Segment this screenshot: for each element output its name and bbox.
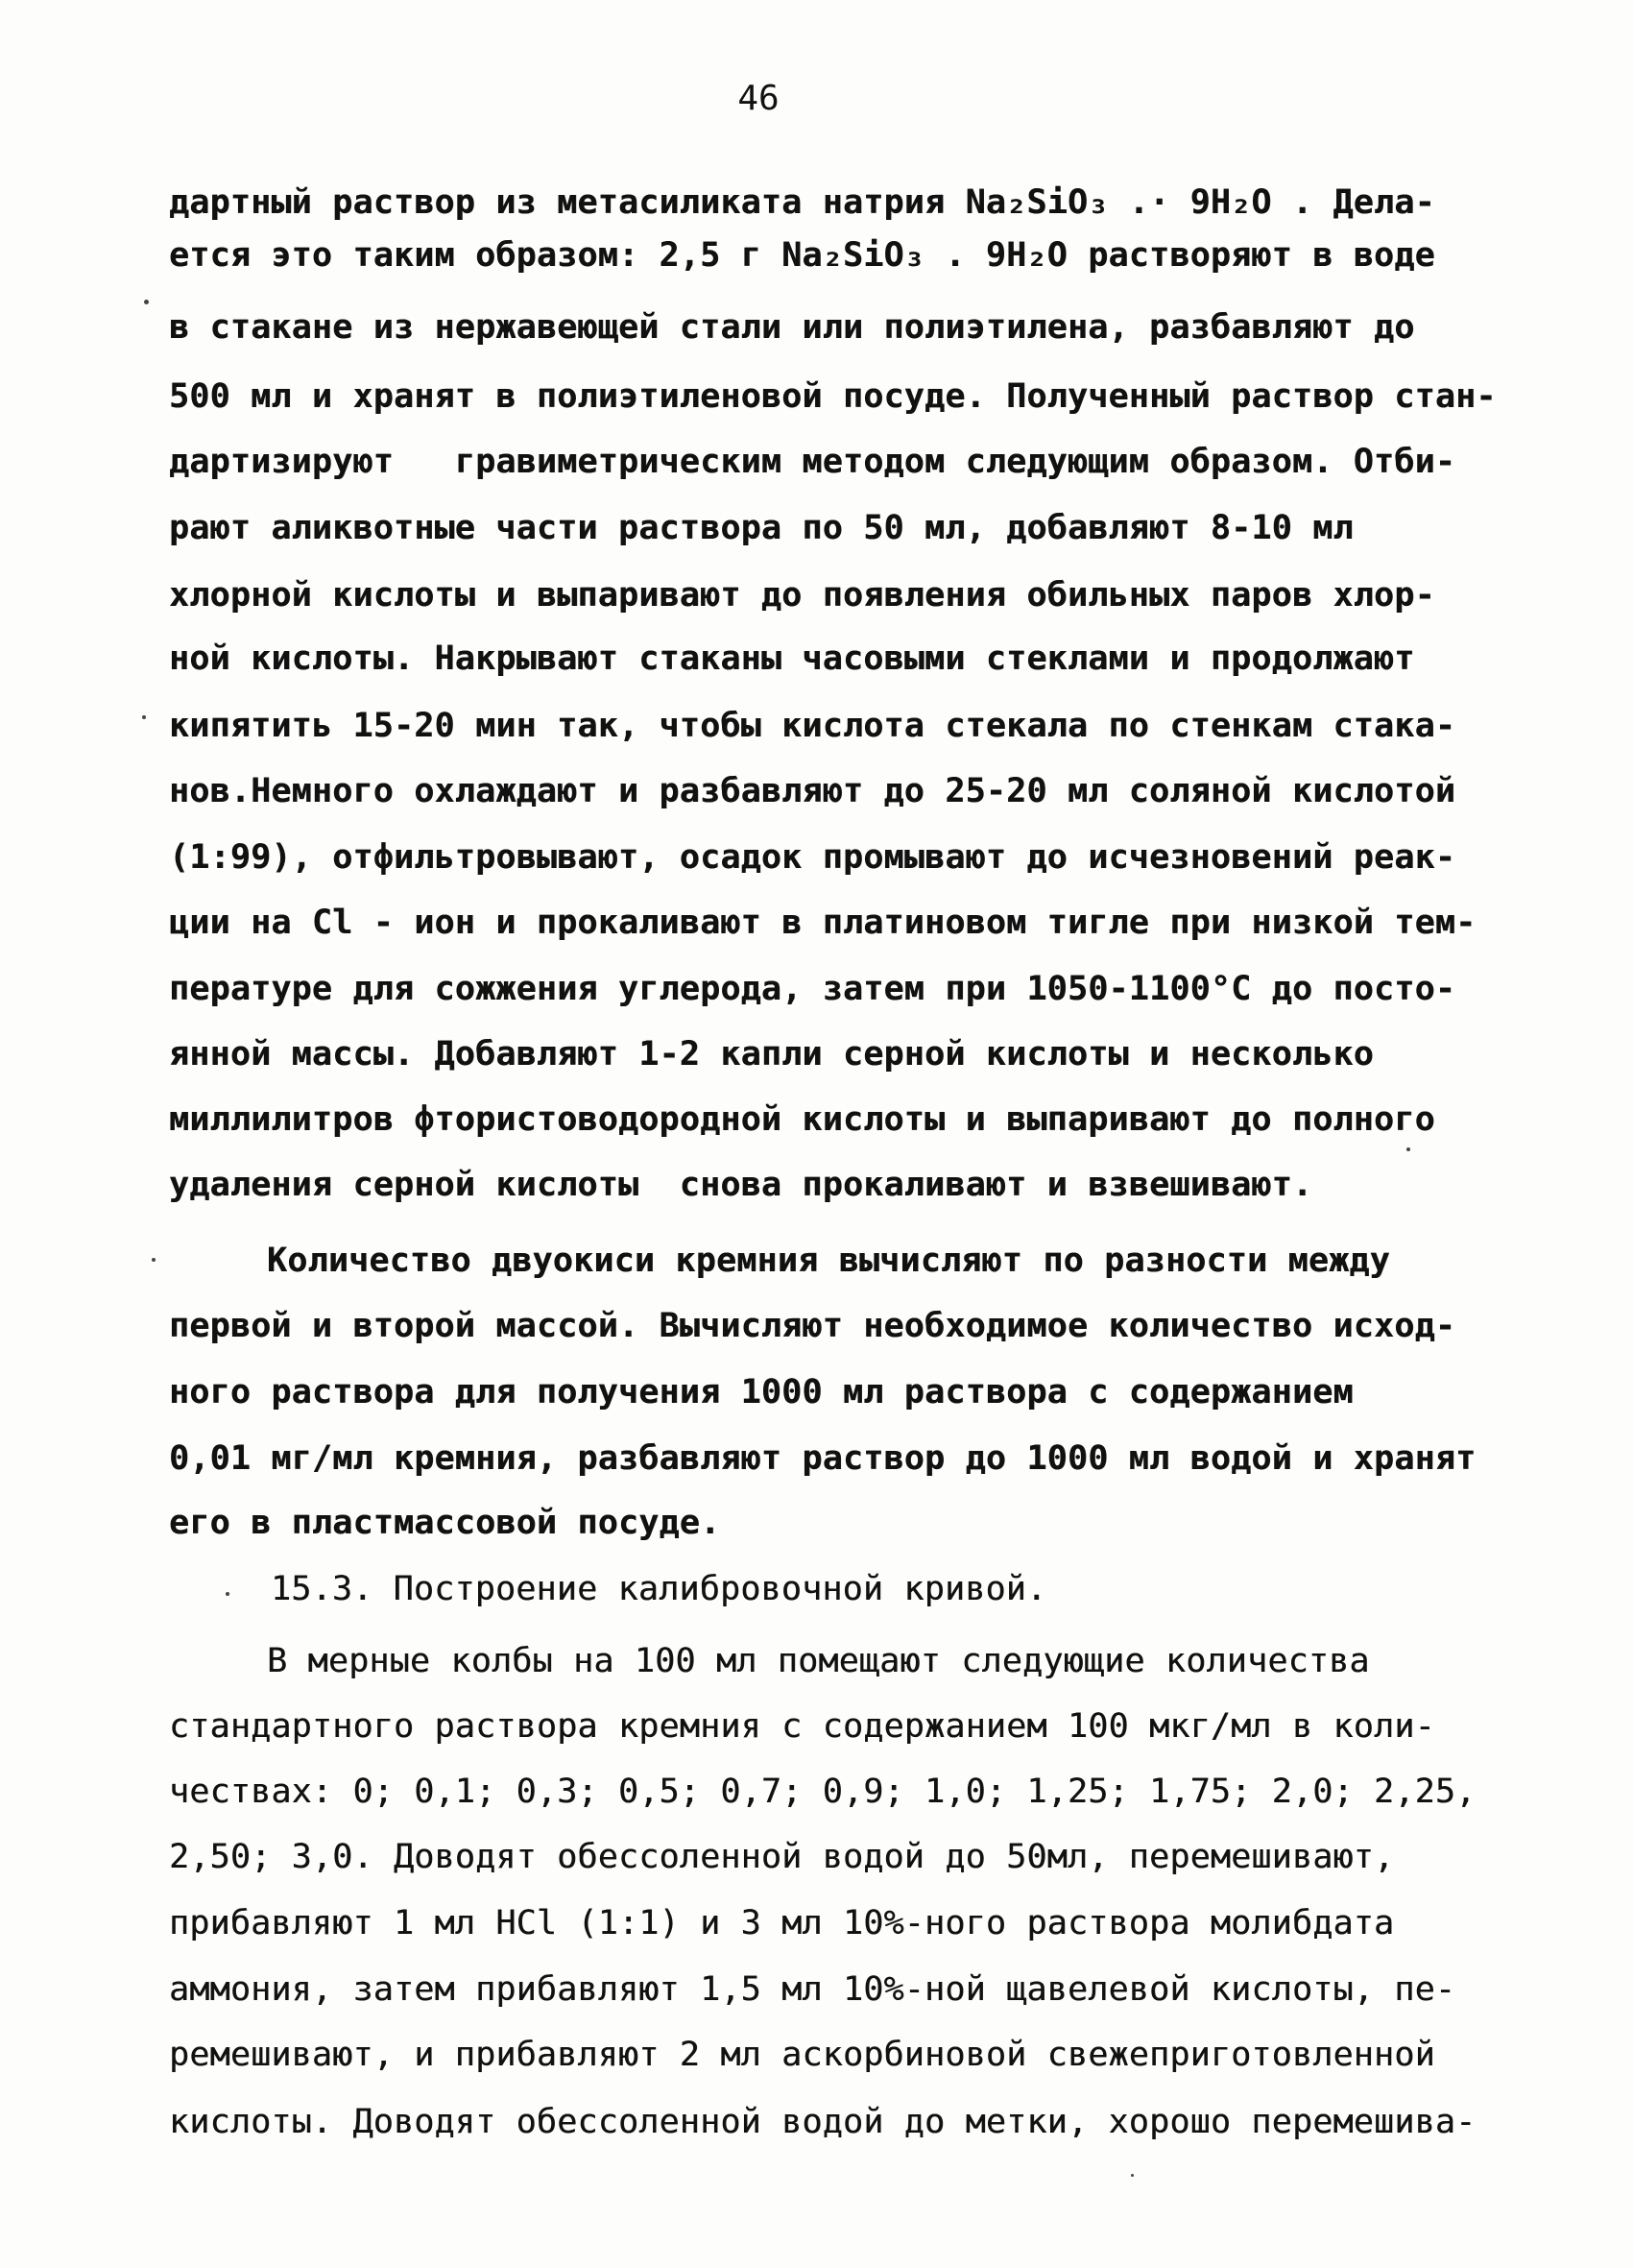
text-line: пературе для сожжения углерода, затем при 1050-1100°C до посто-: [169, 970, 1456, 1008]
text-line: 500 мл и хранят в полиэтиленовой посуде. Полученный раствор стан-: [169, 377, 1497, 416]
text-line: нов.Немного охлаждают и разбавляют до 25-20 мл соляной кислотой: [169, 772, 1456, 810]
text-line: прибавляют 1 мл HCl (1:1) и 3 мл 10%-ного раствора молибдата: [169, 1904, 1395, 1942]
text-line: ется это таким образом: 2,5 г Na₂SiO₃ . 9H₂O растворяют в воде: [169, 236, 1435, 275]
text-line: чествах: 0; 0,1; 0,3; 0,5; 0,7; 0,9; 1,0; 1,25; 1,75; 2,0; 2,25,: [169, 1773, 1477, 1811]
text-line: ции на Cl - ион и прокаливают в платиновом тигле при низкой тем-: [169, 904, 1477, 942]
text-line: кипятить 15-20 мин так, чтобы кислота стекала по стенкам стака-: [169, 707, 1456, 745]
scan-speck: [1131, 2174, 1134, 2177]
text-line: стандартного раствора кремния с содержанием 100 мкг/мл в коли-: [169, 1707, 1435, 1746]
text-line: кислоты. Доводят обессоленной водой до метки, хорошо перемешива-: [169, 2103, 1477, 2141]
text-line: первой и второй массой. Вычисляют необходимое количество исход-: [169, 1307, 1456, 1345]
section-heading: 15.3. Построение калибровочной кривой.: [271, 1570, 1047, 1608]
text-line: (1:99), отфильтровывают, осадок промывают до исчезновений реак-: [169, 838, 1456, 877]
scan-speck: [152, 1258, 156, 1262]
scan-speck: [226, 1592, 229, 1596]
text-line: Количество двуокиси кремния вычисляют по разности между: [267, 1242, 1390, 1280]
text-line: 2,50; 3,0. Доводят обессоленной водой до 50мл, перемешивают,: [169, 1838, 1395, 1876]
text-line: В мерные колбы на 100 мл помещают следующие количества: [267, 1642, 1370, 1680]
text-line: дартизируют гравиметрическим методом следующим образом. Отби-: [169, 443, 1456, 481]
text-line: 0,01 мг/мл кремния, разбавляют раствор до 1000 мл водой и хранят: [169, 1439, 1477, 1478]
text-line: хлорной кислоты и выпаривают до появления обильных паров хлор-: [169, 576, 1435, 615]
text-line: миллилитров фтористоводородной кислоты и выпаривают до полного: [169, 1100, 1435, 1139]
text-line: аммония, затем прибавляют 1,5 мл 10%-ной щавелевой кислоты, пе-: [169, 1970, 1456, 2009]
text-line: ного раствора для получения 1000 мл раствора с содержанием: [169, 1373, 1354, 1411]
text-line: ной кислоты. Накрывают стаканы часовыми стеклами и продолжают: [169, 639, 1415, 678]
text-line: его в пластмассовой посуде.: [169, 1504, 721, 1542]
page-number: 46: [737, 79, 780, 118]
text-line: рают аликвотные части раствора по 50 мл, добавляют 8-10 мл: [169, 509, 1354, 547]
scan-speck: [142, 715, 146, 719]
text-line: ремешивают, и прибавляют 2 мл аскорбиновой свежеприготовленной: [169, 2036, 1435, 2074]
text-line: дартный раствор из метасиликата натрия Na₂SiO₃ .· 9H₂O . Дела-: [169, 183, 1435, 222]
text-line: янной массы. Добавляют 1-2 капли серной кислоты и несколько: [169, 1035, 1375, 1074]
scan-speck: [144, 300, 149, 304]
text-line: в стакане из нержавеющей стали или полиэтилена, разбавляют до: [169, 308, 1415, 347]
text-line: удаления серной кислоты снова прокаливают и взвешивают.: [169, 1166, 1313, 1204]
scan-speck: [1406, 1147, 1410, 1151]
